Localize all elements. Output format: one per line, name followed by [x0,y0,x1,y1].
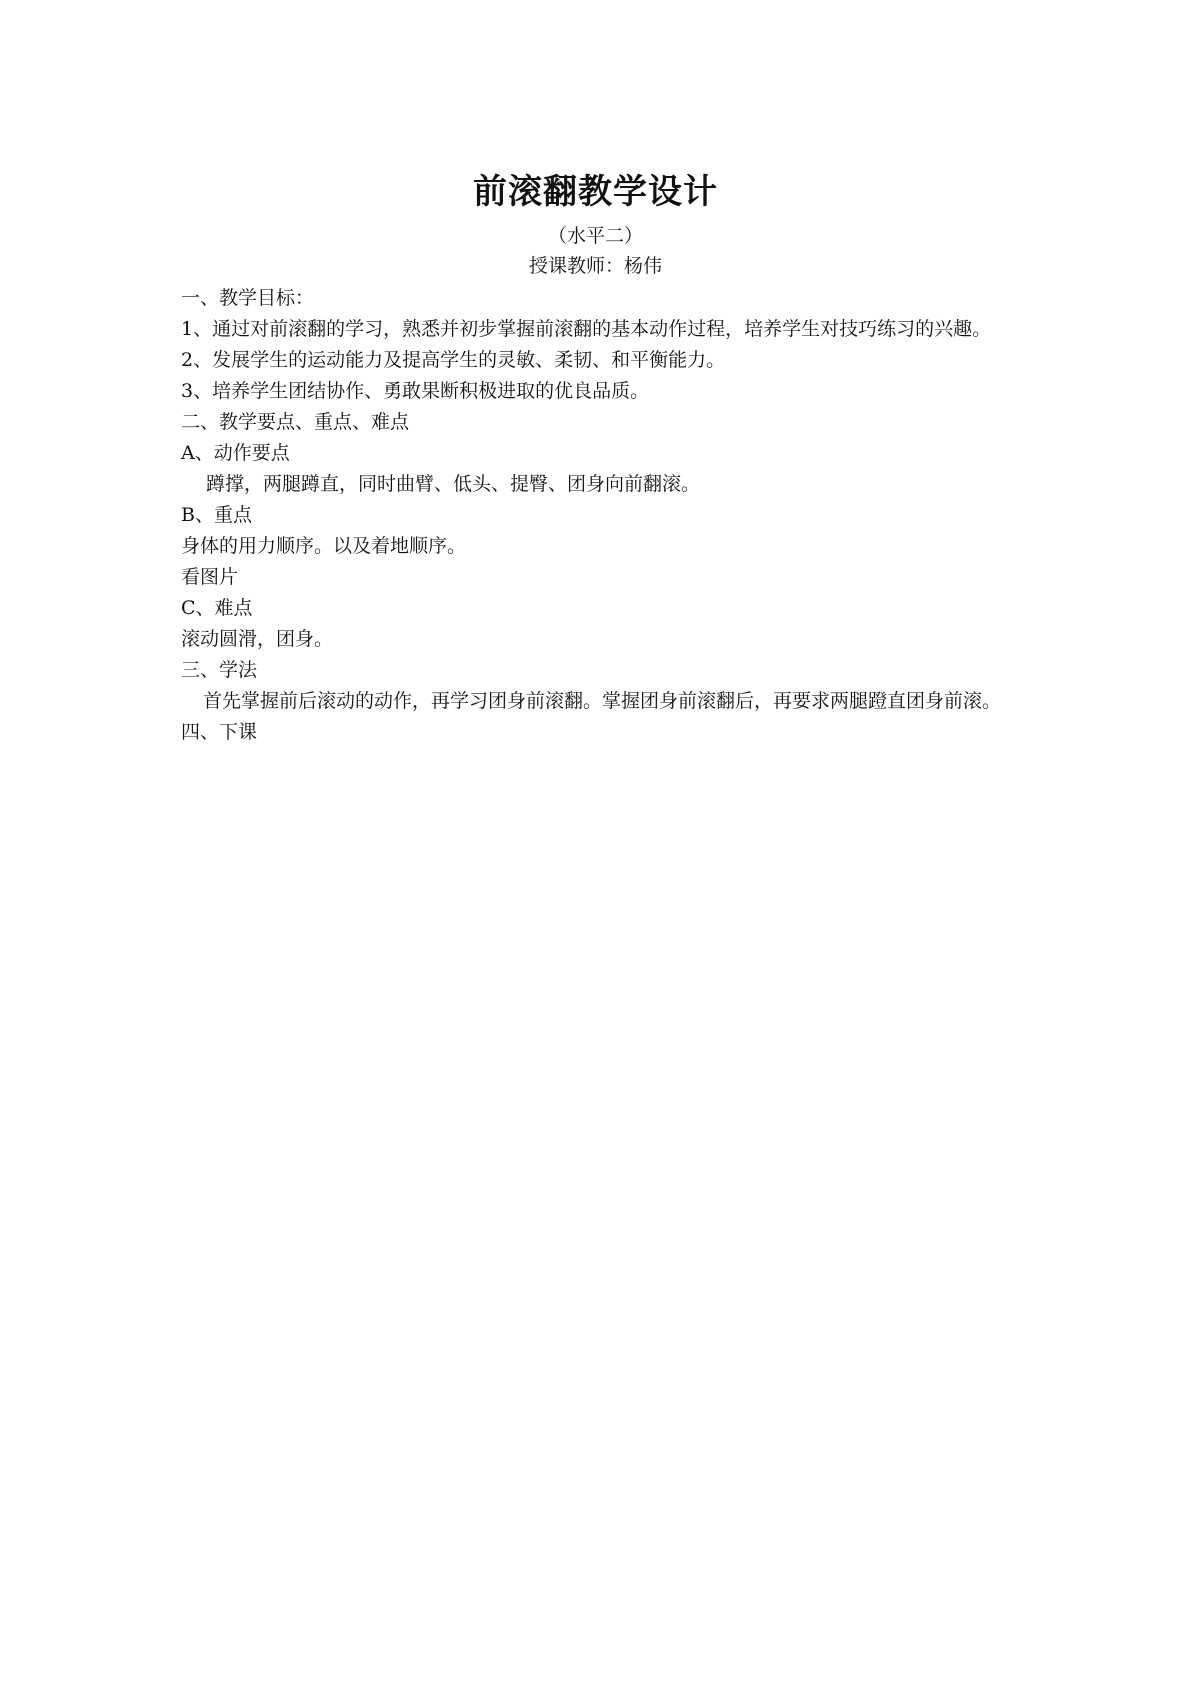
goal-item-3: 3、培养学生团结协作、勇敢果断积极进取的优良品质。 [181,380,650,402]
document-body [181,283,1011,748]
document-subtitle: （水平二） [547,225,643,247]
action-points-text: 蹲撑，两腿蹲直，同时曲臂、低头、提臀、团身向前翻滚。 [206,473,701,495]
difficulties-text: 滚动圆滑，团身。 [181,628,334,650]
section-heading-method: 三、学法 [181,659,258,681]
document-title: 前滚翻教学设计 [473,172,718,212]
teacher-line: 授课教师：杨伟 [528,255,662,277]
section-heading-points: 二、教学要点、重点、难点 [181,411,410,433]
key-points-text: 身体的用力顺序。以及着地顺序。 [181,535,467,557]
section-heading-dismissal: 四、下课 [181,721,258,743]
method-text: 首先掌握前后滚动的动作，再学习团身前滚翻。掌握团身前滚翻后，再要求两腿蹬直团身前滚。 [203,690,1002,712]
subheading-action-points: A、动作要点 [181,442,290,464]
goal-item-2: 2、发展学生的运动能力及提高学生的灵敏、柔韧、和平衡能力。 [181,349,726,371]
section-heading-goals: 一、教学目标： [181,287,315,309]
subheading-key-points: B、重点 [181,504,252,526]
subheading-difficulties: C、难点 [181,597,253,619]
goal-item-1: 1、通过对前滚翻的学习，熟悉并初步掌握前滚翻的基本动作过程，培养学生对技巧练习的兴趣。 [181,318,992,340]
see-pictures-text: 看图片 [181,566,239,588]
